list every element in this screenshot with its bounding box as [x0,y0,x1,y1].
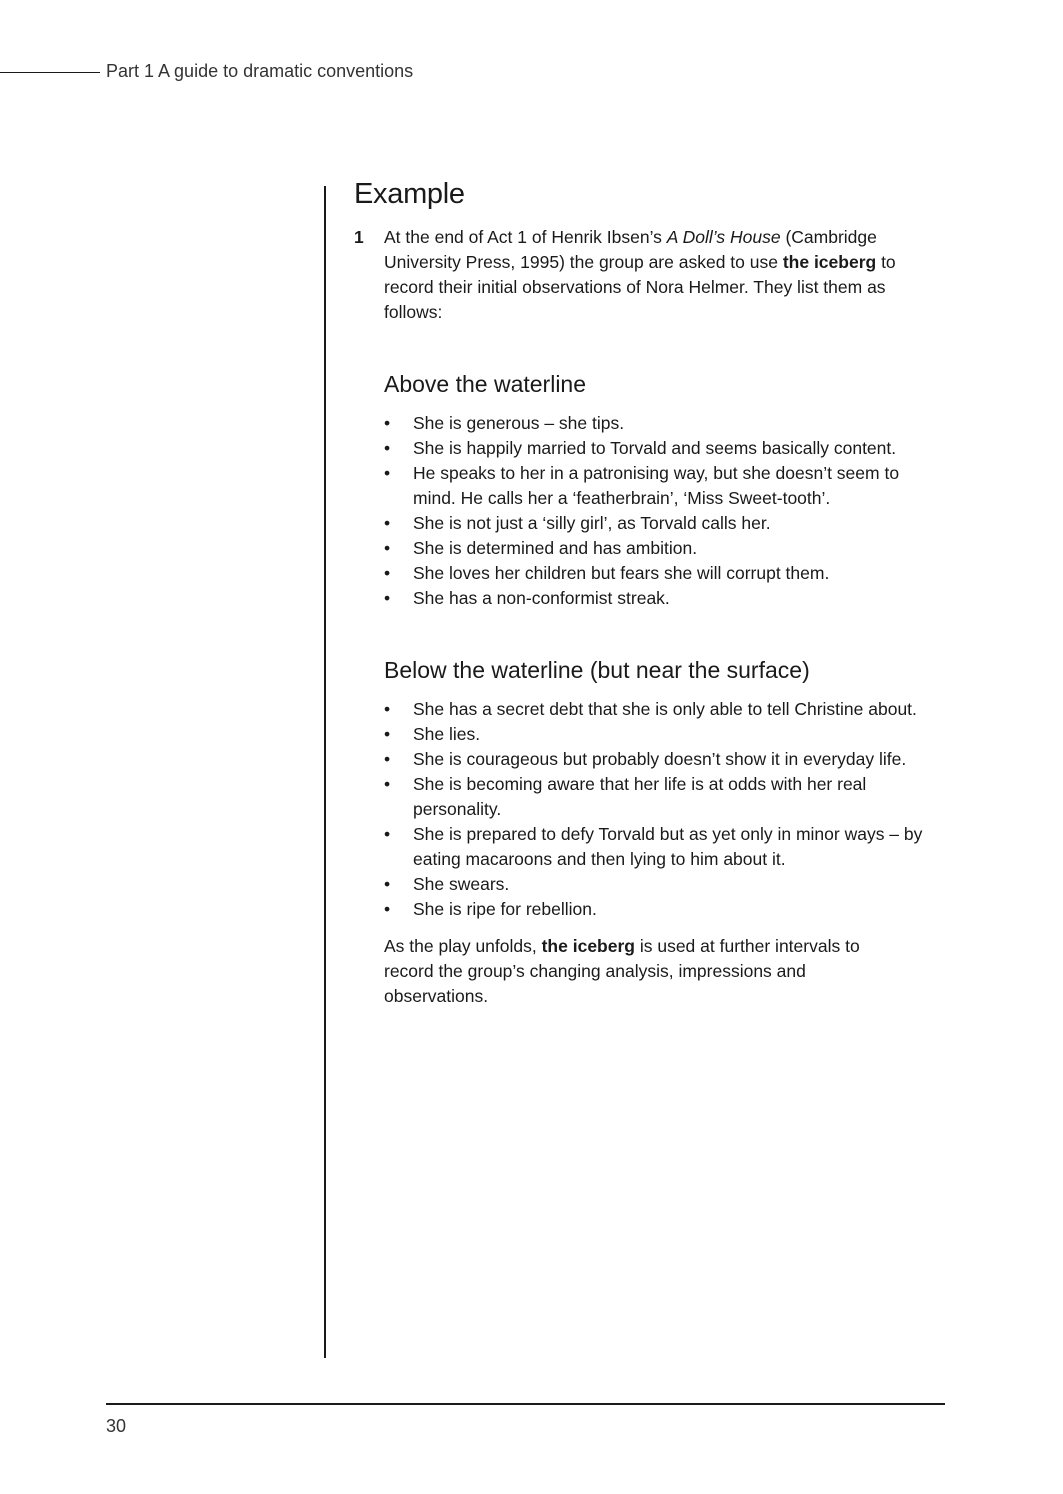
closing-paragraph [384,934,864,1009]
page-number: 30 [106,1416,127,1436]
main-content [354,178,944,1009]
below-waterline-heading: Below the waterline (but near the surface) [384,657,810,683]
list-item: • She is ripe for rebellion. [384,897,944,922]
list-item: • She has a non-conformist streak. [384,586,944,611]
closing-text-1: As the play unfolds, [384,936,542,956]
list-item: • She swears. [384,872,944,897]
list-item: • She is becoming aware that her life is at odds with her real personality. [384,772,944,822]
list-item: • She is determined and has ambition. [384,536,944,561]
list-item: • She has a secret debt that she is only able to tell Christine about. [384,697,944,722]
section-title: Example [354,178,465,210]
list-item: • She is generous – she tips. [384,411,944,436]
list-item: • She is prepared to defy Torvald but as yet only in minor ways – by eating macaroons and then lying to him about it. [384,822,944,872]
numbered-item [354,225,944,1009]
intro-paragraph [384,225,944,325]
above-waterline-list [384,411,944,611]
header-rule [0,72,100,73]
running-header: Part 1 A guide to dramatic conventions [106,61,414,81]
closing-text-2: is used at further intervals to record the group’s changing analysis, impressions and observations. [384,936,860,1006]
bold-term: the iceberg [782,252,877,272]
footer-rule [106,1403,945,1405]
play-title: A Doll’s House [666,227,781,247]
list-item: • She is not just a ‘silly girl’, as Torvald calls her. [384,511,944,536]
intro-text-3: to record their initial observations of Nora Helmer. They list them as follows: [384,252,896,322]
item-number: 1 [354,227,364,247]
bold-term: the iceberg [541,936,635,956]
margin-rule [324,186,326,1358]
intro-text-2: (Cambridge University Press, 1995) the group are asked to use [384,227,877,272]
above-waterline-heading: Above the waterline [384,371,587,397]
list-item: • She is courageous but probably doesn’t show it in everyday life. [384,747,944,772]
intro-text-1: At the end of Act 1 of Henrik Ibsen’s [384,227,667,247]
list-item: • She is happily married to Torvald and seems basically content. [384,436,944,461]
list-item: • She loves her children but fears she will corrupt them. [384,561,944,586]
list-item: • He speaks to her in a patronising way, but she doesn’t seem to mind. He calls her a ‘featherbrain’, ‘Miss Sweet-tooth’. [384,461,944,511]
item-body [384,225,944,1009]
below-waterline-list [384,697,944,922]
list-item: • She lies. [384,722,944,747]
